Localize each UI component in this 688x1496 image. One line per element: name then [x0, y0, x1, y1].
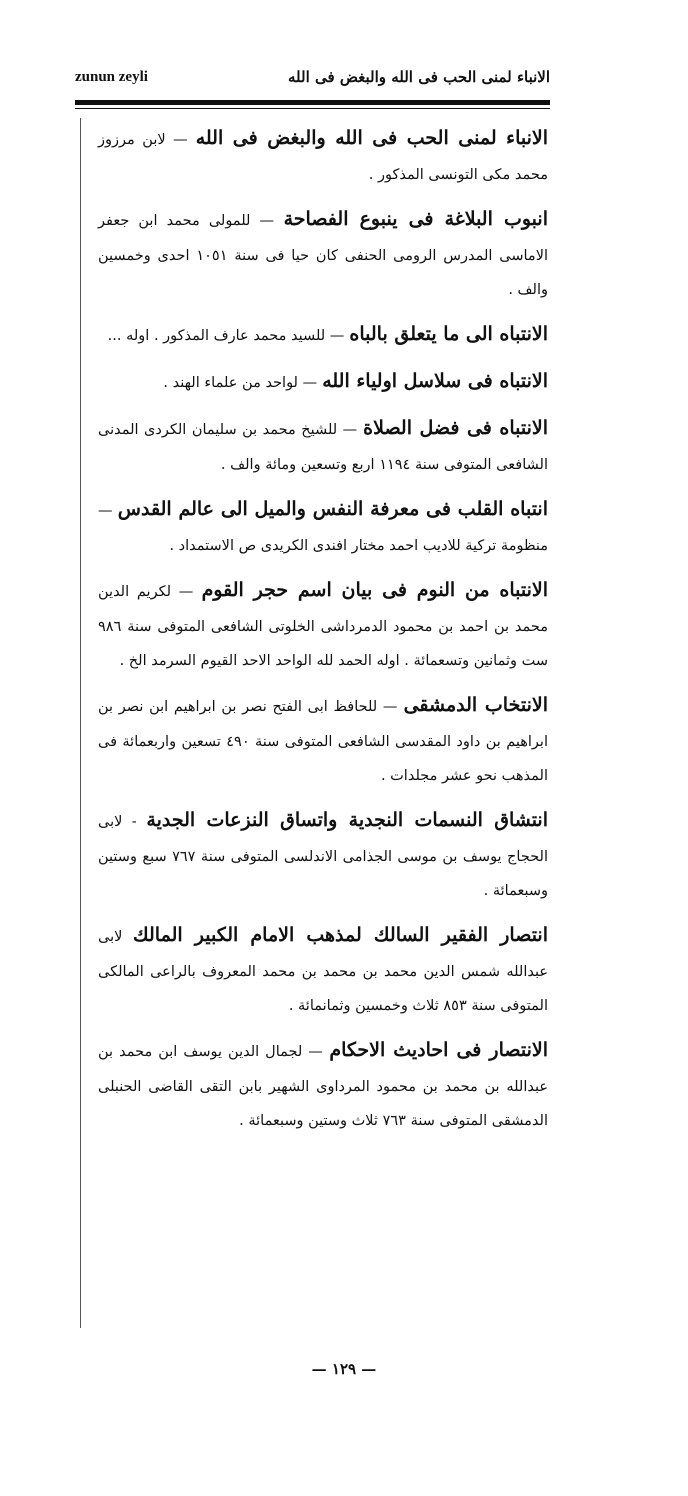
- entry-title: الانتباه فى سلاسل اولياء الله: [322, 370, 548, 392]
- entry: [98, 408, 548, 482]
- entry-body: - لابى الحجاج يوسف بن موسى الجذامى الاندلسى المتوفى سنة ٧٦٧ سبع وستين وسبعمائة .: [98, 814, 548, 899]
- entry: [98, 800, 548, 908]
- entry-body: — لواحد من علماء الهند .: [163, 375, 318, 391]
- entry-title: الانباء لمنى الحب فى الله والبغض فى الله: [195, 127, 548, 149]
- entry-body: — للشيخ محمد بن سليمان الكردى المدنى الشافعى المتوفى سنة ١١٩٤ اربع وتسعين ومائة والف .: [98, 422, 548, 473]
- entry: [98, 489, 548, 563]
- entry: [98, 199, 548, 307]
- margin-line: [80, 118, 81, 1328]
- entry-body: لابى عبدالله شمس الدين محمد بن محمد بن محمد المعروف بالراعى المالكى المتوفى سنة ٨٥٣ ثلاث وخمسين وثمانمائة .: [98, 929, 548, 1014]
- entry: [98, 314, 548, 354]
- entry-title: الانتخاب الدمشقى: [403, 694, 548, 716]
- entry-title: انتباه القلب فى معرفة النفس والميل الى عالم القدس: [117, 498, 548, 520]
- entry-body: — للمولى محمد ابن جعفر الاماسى المدرس الرومى الحنفى كان حيا فى سنة ١٠٥١ احدى وخمسين والف .: [98, 213, 548, 298]
- header-running-title: الانباء لمنى الحب فى الله والبغض فى الله: [288, 68, 550, 86]
- entry-title: الانتباه فى فضل الصلاة: [363, 417, 548, 439]
- entry-title: الانتباه من النوم فى بيان اسم حجر القوم: [201, 579, 548, 601]
- entry-body: — لجمال الدين يوسف ابن محمد بن عبدالله بن محمد بن محمود المرداوى الشهير بابن التقى القاضى الحنبلى الدمشقى المتوفى سنة ٧٦٣ ثلاث وستين وسبعمائة .: [98, 1044, 548, 1129]
- page-header: [75, 62, 550, 92]
- entry-title: انتصار الفقير السالك لمذهب الامام الكبير المالك: [133, 924, 548, 946]
- header-rule-thick: [75, 100, 550, 105]
- entry-title: الانتباه الى ما يتعلق بالباه: [349, 323, 548, 345]
- entry-body: — للحافظ ابى الفتح نصر بن ابراهيم ابن نصر بن ابراهيم بن داود المقدسى الشافعى المتوفى سنة ٤٩٠ تسعين واربعمائة فى المذهب نحو عشر مجلدات .: [98, 699, 548, 784]
- entry-body: — لابن مرزوز محمد مكى التونسى المذكور .: [98, 132, 548, 183]
- entries-list: [98, 118, 548, 1145]
- entry: [98, 118, 548, 192]
- entry-body: — منظومة تركية للاديب احمد مختار افندى الكريدى ص الاستمداد .: [98, 503, 548, 554]
- entry: [98, 570, 548, 678]
- header-rule-thin: [75, 108, 550, 109]
- entry: [98, 685, 548, 793]
- entry-title: انتشاق النسمات النجدية واتساق النزعات الجدية: [146, 809, 548, 831]
- page-number: — ١٢٩ —: [311, 1360, 377, 1378]
- entry-title: انبوب البلاغة فى ينبوع الفصاحة: [283, 208, 548, 230]
- entry: [98, 361, 548, 401]
- header-book-title-latin: zunun zeyli: [75, 68, 148, 85]
- entry-body: — لكريم الدين محمد بن احمد بن محمود الدمرداشى الخلوتى الشافعى المتوفى سنة ٩٨٦ ست وثمانين وتسعمائة . اوله الحمد لله الواحد الاحد القيوم السرمد الخ .: [98, 584, 548, 669]
- entry: [98, 915, 548, 1023]
- entry-body: — للسيد محمد عارف المذكور . اوله ...: [107, 328, 345, 344]
- entry: [98, 1030, 548, 1138]
- entry-title: الانتصار فى احاديث الاحكام: [329, 1039, 548, 1061]
